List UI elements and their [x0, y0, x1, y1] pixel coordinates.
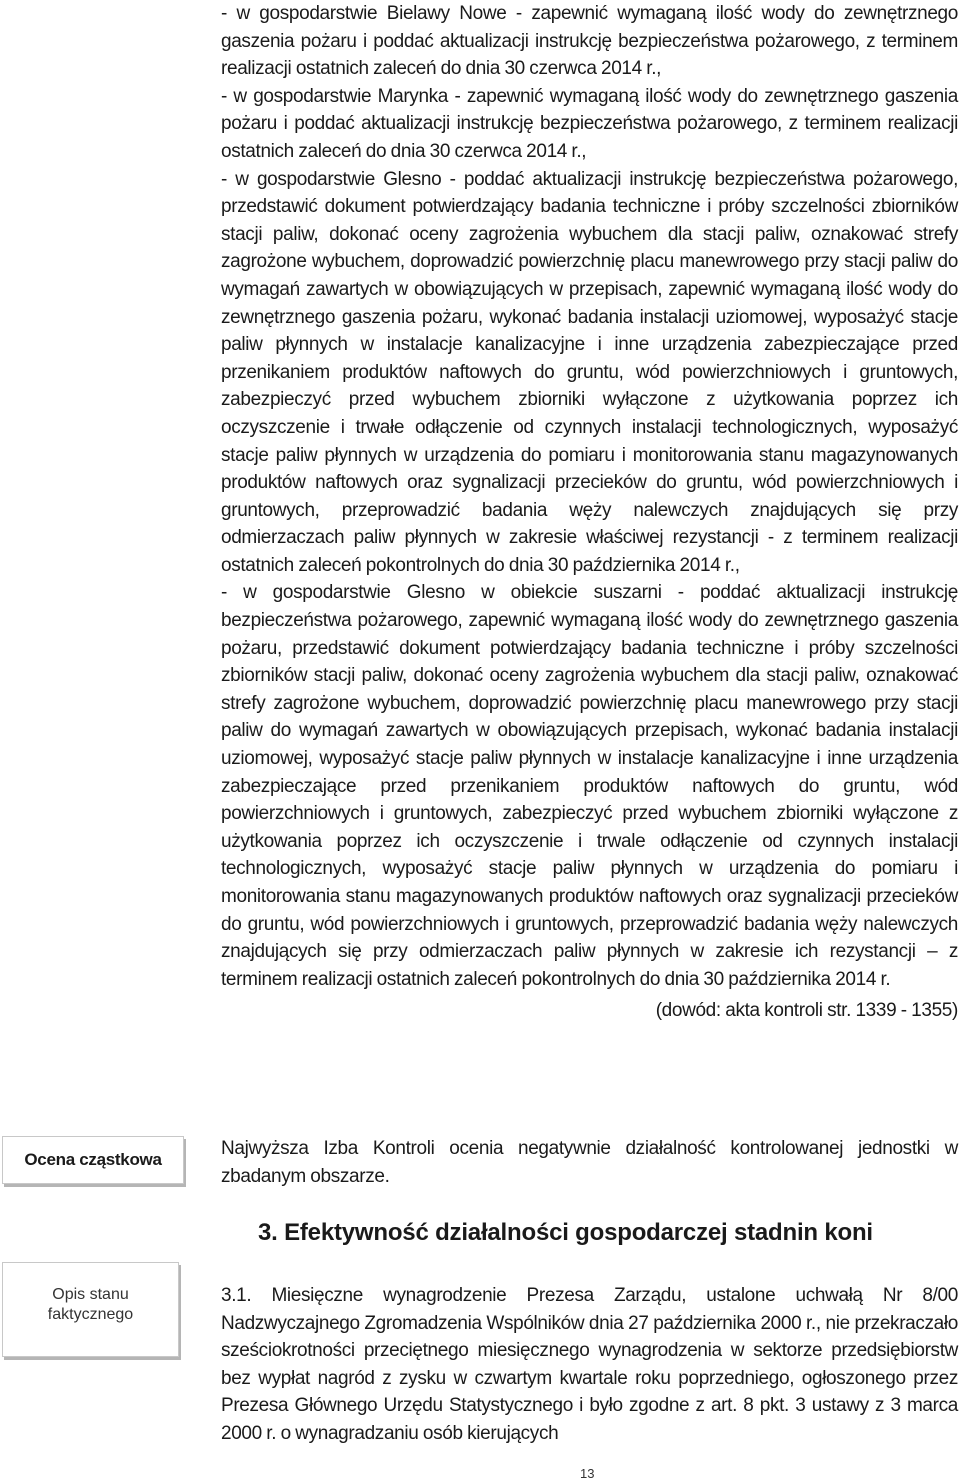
opis-label-text: Opis stanu faktycznego: [47, 1285, 134, 1323]
bullet-bielawy-nowe: - w gospodarstwie Bielawy Nowe - zapewnić wymaganą ilość wody do zewnętrznego gaszenia pożaru i poddać aktualizacji instrukcję bezpieczeństwa pożarowego, z terminem realizacji ostatnich zaleceń do dnia 30 czerwca 2014 r.,: [221, 3, 958, 80]
evidence-reference: (dowód: akta kontroli str. 1339 - 1355): [655, 1000, 958, 1022]
ocena-paragraph: Najwyższa Izba Kontroli ocenia negatywnie działalność kontrolowanej jednostki w zbadanym obszarze.: [221, 1138, 958, 1187]
recommendations-list: [221, 0, 958, 1025]
bullet-glesno-suszarnia: - w gospodarstwie Glesno w obiekcie suszarni - poddać aktualizacji instrukcję bezpieczeństwa pożarowego, zapewnić wymaganą ilość wody do zewnętrznego gaszenia pożaru, przedstawić dokument potwierdzający badania techniczne i próby szczelności zbiorników stacji paliw, dokonać oceny zagrożenia wybuchem dla stacji paliw, oznakować strefy zagrożone wybuchem, doprowadzić powierzchnię placu manewrowego przy stacji paliw do wymagań zawartych w obowiązujących przepisach, wykonać badania instalacji uziomowej, wyposażyć stacje paliw płynnych w instalacje kanalizacyjne i inne urządzenia zabezpieczające przed przenikaniem produktów naftowych do gruntu, wód powierzchniowych i gruntowych, zabezpieczyć przed wybuchem zbiorniki wyłączone z użytkowania poprzez ich oczyszczenie i trwale odłączenie od czynnych instalacji technologicznych, wyposażyć stacje paliw płynnych w urządzenia do pomiaru i monitorowania stanu magazynowanych produktów naftowych oraz sygnalizacji przecieków do gruntu, wód powierzchniowych i gruntowych, przeprowadzić badania węży nalewczych znajdujących się przy odmierzaczach paliw płynnych w zakresie ich rezystancji – z terminem realizacji ostatnich zaleceń pokontrolnych do dnia 30 października 2014 r.: [221, 582, 958, 990]
opis-stanu-text: [221, 1282, 958, 1448]
section-heading: 3. Efektywność działalności gospodarczej stadnin koni: [258, 1219, 873, 1246]
ocena-label-text: Ocena cząstkowa: [24, 1150, 162, 1169]
page-number: 13: [580, 1466, 595, 1481]
opis-stanu-label: [2, 1262, 179, 1357]
bullet-glesno: - w gospodarstwie Glesno - poddać aktualizacji instrukcję bezpieczeństwa pożarowego, przedstawić dokument potwierdzający badania techniczne i próby szczelności zbiorników stacji paliw, dokonać oceny zagrożenia wybuchem dla stacji paliw, oznakować strefy zagrożone wybuchem, doprowadzić powierzchnię placu manewrowego przy stacji paliw do wymagań zawartych w obowiązujących w przepisach, zapewnić wymaganą ilość wody do zewnętrznego gaszenia pożaru, wykonać badania instalacji uziomowej, wyposażyć stacje paliw płynnych w instalacje kanalizacyjne i inne urządzenia zabezpieczające przed przenikaniem produktów naftowych do gruntu, wód powierzchniowych i gruntowych, zabezpieczyć przed wybuchem zbiorniki wyłączone z użytkowania poprzez ich oczyszczenie i trwałe odłączenie od czynnych instalacji technologicznych, wyposażyć stacje paliw płynnych w urządzenia do pomiaru i monitorowania stanu magazynowanych produktów naftowych oraz sygnalizacji przecieków do gruntu, wód powierzchniowych i gruntowych, przeprowadzić badania węży nalewczych znajdujących się przy odmierzaczach paliw płynnych w zakresie właściwej rezystancji - z terminem realizacji ostatnich zaleceń pokontrolnych do dnia 30 października 2014 r.,: [221, 168, 958, 576]
ocena-czastkowa-label: [2, 1136, 184, 1184]
ocena-czastkowa-text: [221, 1135, 958, 1190]
paragraph-3-1: 3.1. Miesięczne wynagrodzenie Prezesa Zarządu, ustalone uchwałą Nr 8/00 Nadzwyczajnego Zgromadzenia Wspólników dnia 27 października 2000 r., nie przekraczało sześciokrotności przeciętnego miesięcznego wynagrodzenia w sektorze przedsiębiorstw bez wypłat nagród z zysku w czwartym kwartale roku poprzedniego, ogłoszonego przez Prezesa Głównego Urzędu Statystycznego i było zgodne z art. 8 pkt. 3 ustawy z 3 marca 2000 r. o wynagradzaniu osób kierujących: [221, 1285, 958, 1444]
bullet-marynka: - w gospodarstwie Marynka - zapewnić wymaganą ilość wody do zewnętrznego gaszenia pożaru i poddać aktualizacji instrukcję bezpieczeństwa pożarowego, z terminem realizacji ostatnich zaleceń do dnia 30 czerwca 2014 r.,: [221, 85, 958, 162]
